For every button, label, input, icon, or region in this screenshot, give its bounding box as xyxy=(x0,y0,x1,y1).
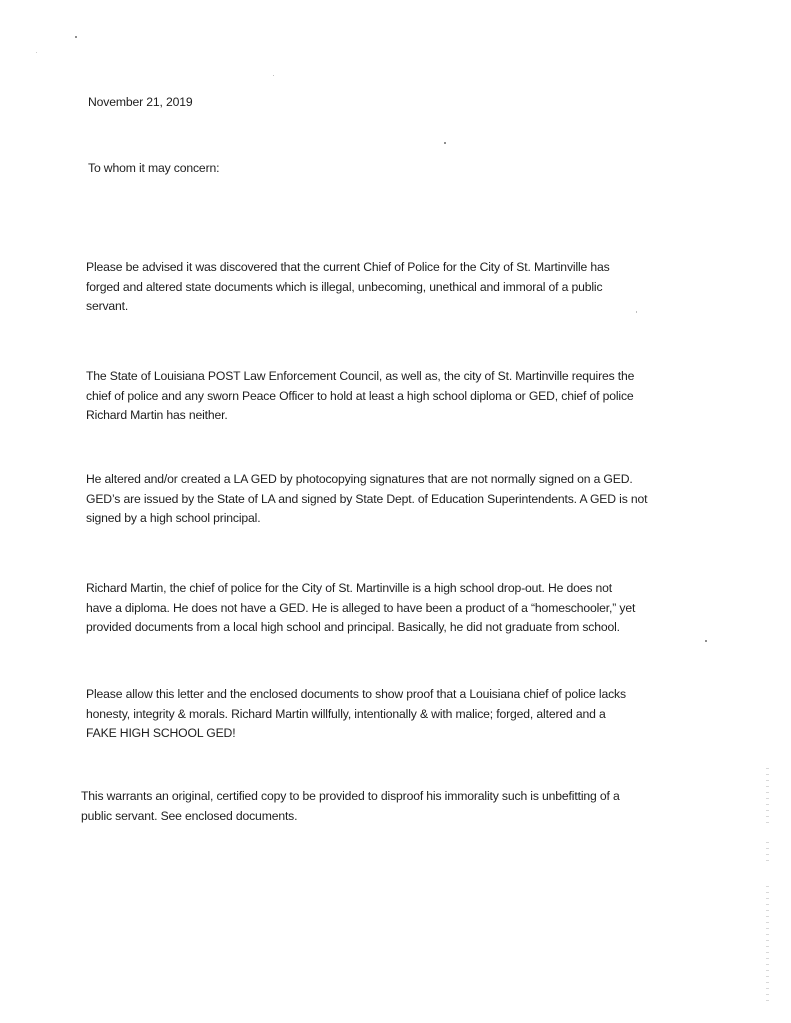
scan-speck xyxy=(705,640,707,642)
paragraph-line: signed by a high school principal. xyxy=(86,511,261,525)
paragraph-line: GED’s are issued by the State of LA and signed by State Dept. of Education Superintendents. A GED is not xyxy=(86,491,648,506)
paragraph-line: FAKE HIGH SCHOOL GED! xyxy=(86,726,236,740)
paragraph-line: honesty, integrity & morals. Richard Martin willfully, intentionally & with malice; forged, altered and a xyxy=(86,706,606,721)
scan-edge-marks xyxy=(766,886,769,1006)
paragraph-line: Please allow this letter and the enclosed documents to show proof that a Louisiana chief of police lacks xyxy=(86,687,626,701)
paragraph-line: This warrants an original, certified copy to be provided to disproof his immorality such is unbefitting of a xyxy=(81,789,620,803)
letter-date: November 21, 2019 xyxy=(88,95,193,109)
scan-speck xyxy=(273,75,274,76)
paragraph-line: The State of Louisiana POST Law Enforcement Council, as well as, the city of St. Martinville requires the xyxy=(86,369,635,383)
paragraph-line: Please be advised it was discovered that the current Chief of Police for the City of St. Martinville has xyxy=(86,260,610,274)
paragraph-line: public servant. See enclosed documents. xyxy=(81,808,298,823)
paragraph-line: Richard Martin, the chief of police for the City of St. Martinville is a high school drop-out. He does not xyxy=(86,581,613,595)
scan-speck xyxy=(636,311,637,313)
scan-speck xyxy=(75,36,77,38)
paragraph-line: chief of police and any sworn Peace Officer to hold at least a high school diploma or GED, chief of police xyxy=(86,388,634,403)
letter-paragraph xyxy=(86,579,635,638)
scan-speck xyxy=(444,142,446,144)
scan-edge-marks xyxy=(766,842,769,866)
scan-edge-marks xyxy=(766,768,769,823)
paragraph-line: Richard Martin has neither. xyxy=(86,408,228,422)
paragraph-line: have a diploma. He does not have a GED. He is alleged to have been a product of a “homeschooler,” yet xyxy=(86,600,636,615)
paragraph-line: servant. xyxy=(86,299,129,313)
paragraph-line: forged and altered state documents which is illegal, unbecoming, unethical and immoral of a public xyxy=(86,279,603,294)
letter-paragraph xyxy=(86,685,626,744)
letter-paragraph xyxy=(86,367,634,426)
letter-paragraph xyxy=(86,470,647,529)
paragraph-line: provided documents from a local high school and principal. Basically, he did not graduate from school. xyxy=(86,620,620,634)
letter-paragraph xyxy=(86,258,610,317)
paragraph-line: He altered and/or created a LA GED by photocopying signatures that are not normally signed on a GED. xyxy=(86,472,633,486)
letter-paragraph xyxy=(81,787,620,826)
scan-speck xyxy=(36,52,37,53)
letter-salutation: To whom it may concern: xyxy=(88,161,220,175)
